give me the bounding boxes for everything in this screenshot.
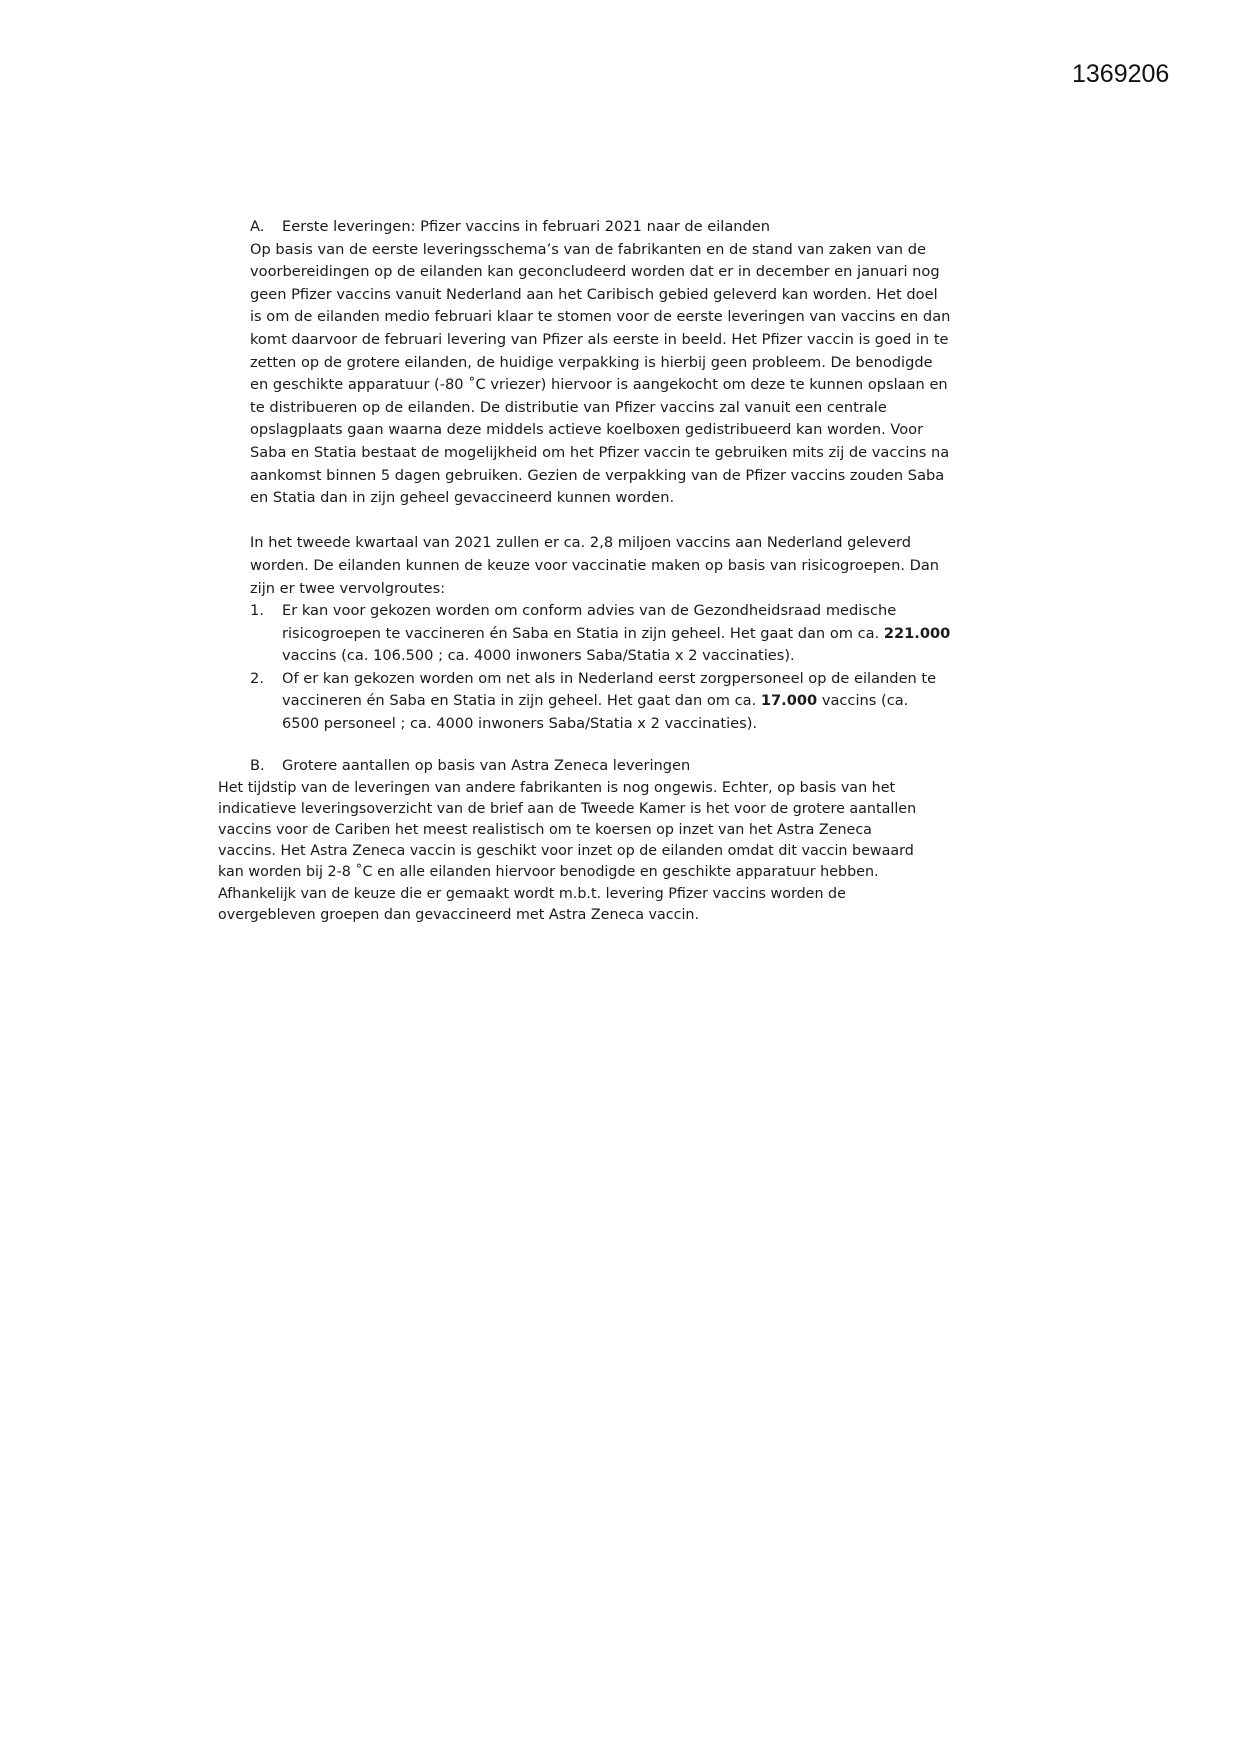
- text-line: In het tweede kwartaal van 2021 zullen er ca. 2,8 miljoen vaccins aan Nederland geleverd: [250, 534, 912, 552]
- bold-figure: 17.000: [760, 692, 818, 710]
- text-line: Het tijdstip van de leveringen van andere fabrikanten is nog ongewis. Echter, op basis van het: [218, 779, 896, 796]
- list-item-line: [250, 600, 950, 623]
- bold-figure: 221.000: [883, 624, 951, 642]
- text-line: worden. De eilanden kunnen de keuze voor vaccinatie maken op basis van risicogroepen. Dan: [250, 556, 940, 574]
- list-text: risicogroepen te vaccineren én Saba en Statia in zijn geheel. Het gaat dan om ca.: [282, 624, 884, 642]
- text-line: is om de eilanden medio februari klaar te stomen voor de eerste leveringen van vaccins en dan: [250, 308, 951, 326]
- text-line: en geschikte apparatuur (-80 ˚C vriezer) hiervoor is aangekocht om deze te kunnen opslaan en: [250, 376, 948, 394]
- section-b-marker: B.: [250, 757, 265, 774]
- list-text: vaccineren én Saba en Statia in zijn geheel. Het gaat dan om ca.: [282, 692, 761, 710]
- list-text: Of er kan gekozen worden om net als in Nederland eerst zorgpersoneel op de eilanden te: [282, 669, 937, 687]
- list-item-line: [250, 668, 950, 691]
- section-b: [218, 755, 916, 926]
- text-line: indicatieve leveringsoverzicht van de brief aan de Tweede Kamer is het voor de grotere aantallen: [218, 800, 917, 817]
- section-a-paragraph-2: [250, 532, 950, 600]
- numbered-list: [250, 600, 950, 736]
- list-item-line: [250, 713, 950, 736]
- list-item-line: [250, 690, 950, 713]
- list-item-line: [250, 623, 950, 646]
- list-text: 6500 personeel ; ca. 4000 inwoners Saba/Statia x 2 vaccinaties).: [282, 715, 758, 733]
- text-line: Saba en Statia bestaat de mogelijkheid om het Pfizer vaccin te gebruiken mits zij de vaccins na: [250, 443, 950, 461]
- text-line: aankomst binnen 5 dagen gebruiken. Gezien de verpakking van de Pfizer vaccins zouden Saba: [250, 466, 945, 484]
- list-text: Er kan voor gekozen worden om conform advies van de Gezondheidsraad medische: [282, 602, 897, 620]
- section-a-marker: A.: [250, 218, 265, 235]
- text-line: te distribueren op de eilanden. De distributie van Pfizer vaccins zal vanuit een centrale: [250, 398, 887, 416]
- text-line: overgebleven groepen dan gevaccineerd met Astra Zeneca vaccin.: [218, 906, 700, 923]
- text-line: en Statia dan in zijn geheel gevaccineerd kunnen worden.: [250, 489, 675, 507]
- section-b-heading: [218, 755, 916, 778]
- list-item: [250, 600, 950, 668]
- text-line: geen Pfizer vaccins vanuit Nederland aan het Caribisch gebied geleverd kan worden. Het doel: [250, 285, 938, 303]
- text-line: vaccins voor de Cariben het meest realistisch om te koersen op inzet van het Astra Zeneca: [218, 821, 872, 838]
- list-item: [250, 668, 950, 736]
- document-number: 1369206: [1072, 60, 1170, 88]
- section-a-paragraph-1: [250, 239, 950, 510]
- section-a: [250, 216, 950, 736]
- list-marker: 1.: [250, 602, 264, 620]
- list-item-line: [250, 645, 950, 668]
- list-marker: 2.: [250, 669, 264, 687]
- text-line: zetten op de grotere eilanden, de huidige verpakking is hierbij geen probleem. De benodigde: [250, 353, 933, 371]
- list-text: vaccins (ca.: [817, 692, 909, 710]
- text-line: vaccins. Het Astra Zeneca vaccin is geschikt voor inzet op de eilanden omdat dit vaccin bewaard: [218, 843, 914, 860]
- text-line: opslagplaats gaan waarna deze middels actieve koelboxen gedistribueerd kan worden. Voor: [250, 421, 924, 439]
- text-line: Afhankelijk van de keuze die er gemaakt wordt m.b.t. levering Pfizer vaccins worden de: [218, 885, 846, 902]
- section-b-heading-text: Grotere aantallen op basis van Astra Zeneca leveringen: [282, 757, 691, 774]
- text-line: voorbereidingen op de eilanden kan geconcludeerd worden dat er in december en januari nog: [250, 263, 940, 281]
- text-line: kan worden bij 2-8 ˚C en alle eilanden hiervoor benodigde en geschikte apparatuur hebben.: [218, 864, 879, 881]
- text-line: komt daarvoor de februari levering van Pfizer als eerste in beeld. Het Pfizer vaccin is goed in te: [250, 330, 949, 348]
- section-a-heading-text: Eerste leveringen: Pfizer vaccins in februari 2021 naar de eilanden: [282, 218, 770, 235]
- section-a-heading: [250, 216, 950, 239]
- text-line: Op basis van de eerste leveringsschema’s van de fabrikanten en de stand van zaken van de: [250, 240, 926, 258]
- text-line: zijn er twee vervolgroutes:: [250, 579, 446, 597]
- section-b-paragraph: [218, 778, 916, 926]
- list-text: vaccins (ca. 106.500 ; ca. 4000 inwoners Saba/Statia x 2 vaccinaties).: [282, 647, 795, 665]
